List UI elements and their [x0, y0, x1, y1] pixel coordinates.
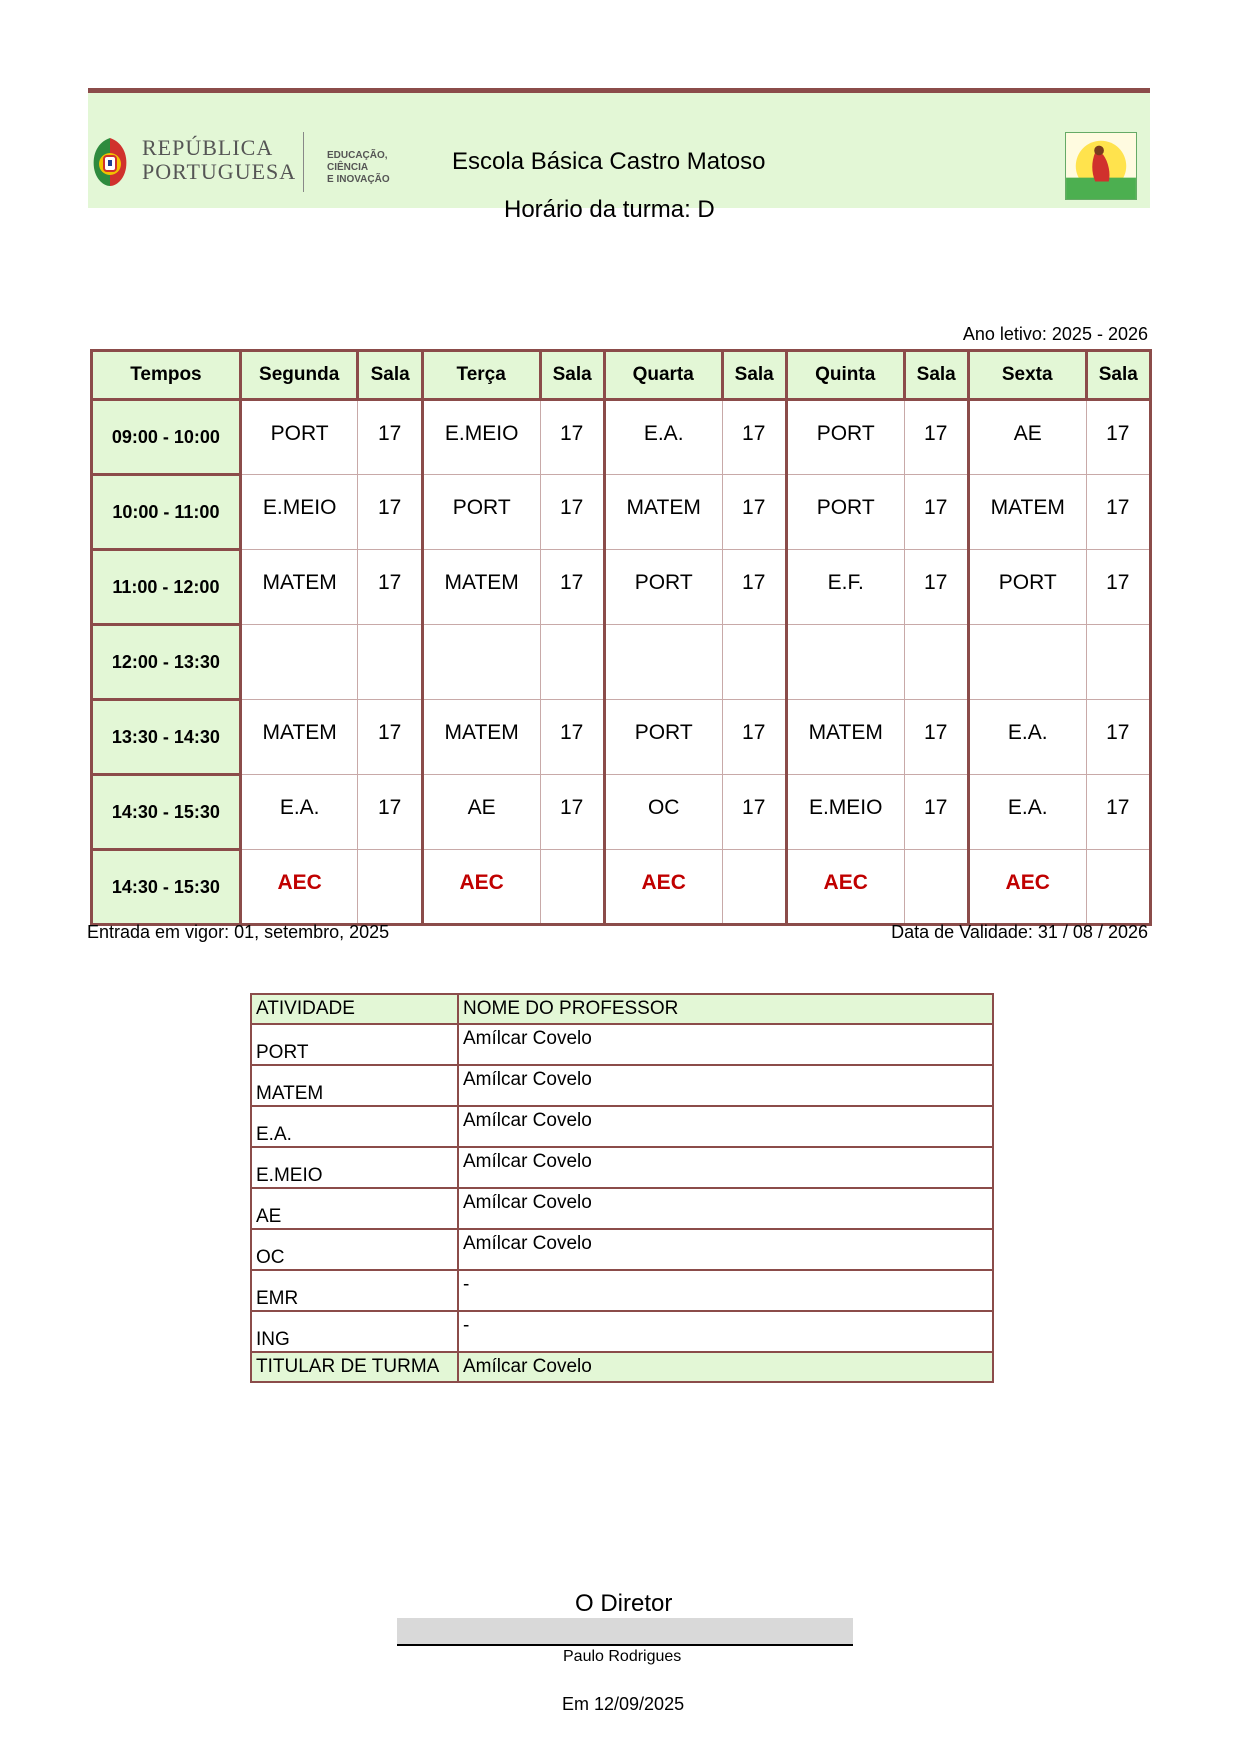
teachers-table — [250, 993, 994, 1383]
col-header-sala: Sala — [722, 351, 786, 400]
room-cell — [1086, 550, 1150, 625]
logo-divider — [303, 132, 304, 192]
room-cell — [722, 475, 786, 550]
subject-label: AE — [1013, 421, 1042, 445]
subject-label: PORT — [452, 496, 511, 519]
room-label: 17 — [924, 496, 948, 519]
room-label: 17 — [377, 796, 402, 819]
subject-label: AE — [467, 796, 496, 819]
subject-cell — [968, 475, 1086, 550]
room-cell — [722, 700, 786, 775]
table-row — [92, 625, 1151, 700]
subject-label: AEC — [1005, 870, 1050, 894]
room-cell — [1086, 850, 1150, 925]
table-row — [251, 1106, 993, 1147]
effective-date: Entrada em vigor: 01, setembro, 2025 — [87, 922, 390, 942]
subject-label: PORT — [270, 421, 329, 445]
teacher-cell: Amílcar Covelo — [458, 1188, 993, 1229]
room-cell — [904, 400, 968, 475]
subject-label: MATEM — [444, 571, 519, 594]
subject-label: AEC — [459, 870, 504, 894]
col-header-sala: Sala — [1086, 351, 1150, 400]
subject-cell — [604, 850, 722, 925]
subject-label: AEC — [823, 870, 868, 894]
schedule-table — [90, 349, 1152, 926]
teachers-header-row — [251, 994, 993, 1024]
table-row — [251, 1024, 993, 1065]
activity-cell: EMR — [251, 1270, 458, 1311]
portuguese-emblem-icon — [90, 136, 130, 188]
time-slot: 09:00 - 10:00 — [92, 400, 241, 475]
subject-cell — [968, 400, 1086, 475]
teacher-cell: Amílcar Covelo — [458, 1065, 993, 1106]
col-header-sala: Sala — [358, 351, 422, 400]
room-label: 17 — [742, 496, 766, 519]
republica-text: REPÚBLICA PORTUGUESA — [142, 135, 297, 184]
teacher-cell: Amílcar Covelo — [458, 1024, 993, 1065]
room-cell — [904, 775, 968, 850]
col-header-sexta: Sexta — [968, 351, 1086, 400]
col-header-professor: NOME DO PROFESSOR — [458, 994, 993, 1024]
subject-label: AEC — [277, 870, 322, 894]
room-label: 17 — [1106, 496, 1130, 519]
room-cell — [1086, 775, 1150, 850]
room-cell — [358, 475, 422, 550]
room-label: 17 — [560, 421, 584, 445]
col-header-segunda: Segunda — [240, 351, 358, 400]
subject-cell — [422, 400, 540, 475]
table-row — [251, 1311, 993, 1352]
time-slot: 14:30 - 15:30 — [92, 850, 241, 925]
col-header-tempos: Tempos — [92, 351, 241, 400]
subject-cell — [422, 550, 540, 625]
table-row — [92, 400, 1151, 475]
room-label: 17 — [742, 421, 766, 445]
teacher-cell: Amílcar Covelo — [458, 1229, 993, 1270]
schedule-header-row — [92, 351, 1151, 400]
col-header-terca: Terça — [422, 351, 540, 400]
table-row — [92, 475, 1151, 550]
signature-line — [397, 1618, 853, 1646]
signature-name: Paulo Rodrigues — [563, 1648, 682, 1665]
titular-teacher: Amílcar Covelo — [458, 1352, 993, 1382]
subject-label: PORT — [634, 571, 693, 594]
subject-label: E.MEIO — [444, 421, 519, 445]
room-label: 17 — [924, 721, 948, 744]
subject-cell — [786, 775, 904, 850]
room-cell — [540, 775, 604, 850]
time-slot: 14:30 - 15:30 — [92, 775, 241, 850]
subject-label: E.MEIO — [262, 496, 337, 519]
subject-cell — [786, 850, 904, 925]
school-logo-icon — [1065, 132, 1137, 200]
room-cell — [540, 550, 604, 625]
activity-cell: AE — [251, 1188, 458, 1229]
table-row — [251, 1188, 993, 1229]
room-label: 17 — [742, 796, 766, 819]
signature-role: O Diretor — [575, 1590, 673, 1617]
room-cell — [540, 625, 604, 700]
col-header-quinta: Quinta — [786, 351, 904, 400]
school-year: Ano letivo: 2025 - 2026 — [962, 324, 1148, 344]
subject-cell — [422, 475, 540, 550]
subject-cell — [604, 475, 722, 550]
subject-label: OC — [647, 796, 680, 819]
titular-label: TITULAR DE TURMA — [251, 1352, 458, 1382]
subject-label: PORT — [998, 571, 1057, 594]
time-slot: 12:00 - 13:30 — [92, 625, 241, 700]
room-cell — [1086, 700, 1150, 775]
teacher-cell: - — [458, 1270, 993, 1311]
subject-cell — [240, 850, 358, 925]
subject-cell — [604, 550, 722, 625]
room-label: 17 — [560, 721, 584, 744]
subject-cell — [422, 775, 540, 850]
col-header-atividade: ATIVIDADE — [251, 994, 458, 1024]
teacher-cell: - — [458, 1311, 993, 1352]
room-cell — [1086, 475, 1150, 550]
subject-label: MATEM — [262, 721, 337, 744]
subject-label: E.A. — [1007, 796, 1048, 819]
subject-label: E.A. — [279, 796, 320, 819]
subject-label: E.F. — [827, 571, 864, 594]
room-label: 17 — [377, 496, 402, 519]
room-cell — [358, 550, 422, 625]
room-cell — [358, 850, 422, 925]
room-label: 17 — [924, 421, 948, 445]
valid-until: Data de Validade: 31 / 08 / 2026 — [891, 922, 1148, 942]
room-label: 17 — [560, 571, 584, 594]
room-label: 17 — [1106, 721, 1130, 744]
titular-row — [251, 1352, 993, 1382]
teacher-cell: Amílcar Covelo — [458, 1106, 993, 1147]
subject-label: MATEM — [990, 496, 1065, 519]
subject-cell — [968, 850, 1086, 925]
ministry-text: EDUCAÇÃO, CIÊNCIA E INOVAÇÃO — [327, 150, 390, 185]
room-label: 17 — [924, 571, 948, 594]
room-cell — [722, 400, 786, 475]
subject-cell — [604, 400, 722, 475]
subject-cell — [240, 400, 358, 475]
table-row — [251, 1229, 993, 1270]
room-cell — [540, 700, 604, 775]
subject-label: E.A. — [1007, 721, 1048, 744]
time-slot: 11:00 - 12:00 — [92, 550, 241, 625]
subject-label: PORT — [634, 721, 693, 744]
subject-cell — [422, 700, 540, 775]
room-cell — [358, 625, 422, 700]
table-row — [251, 1270, 993, 1311]
subject-cell — [422, 625, 540, 700]
room-cell — [540, 850, 604, 925]
activity-cell: MATEM — [251, 1065, 458, 1106]
room-label: 17 — [742, 721, 766, 744]
room-cell — [904, 700, 968, 775]
col-header-sala: Sala — [904, 351, 968, 400]
table-row — [92, 775, 1151, 850]
subject-label: MATEM — [444, 721, 519, 744]
activity-cell: ING — [251, 1311, 458, 1352]
subject-cell — [240, 550, 358, 625]
col-header-quarta: Quarta — [604, 351, 722, 400]
subject-label: PORT — [816, 496, 875, 519]
subject-label: MATEM — [262, 571, 337, 594]
subject-label: MATEM — [626, 496, 701, 519]
subject-cell — [240, 475, 358, 550]
room-cell — [722, 850, 786, 925]
subject-cell — [604, 775, 722, 850]
room-cell — [904, 850, 968, 925]
subject-cell — [968, 550, 1086, 625]
room-label: 17 — [1106, 421, 1130, 445]
table-row — [92, 850, 1151, 925]
time-slot: 13:30 - 14:30 — [92, 700, 241, 775]
subject-label: AEC — [641, 870, 686, 894]
room-cell — [904, 625, 968, 700]
republica-portuguesa-logo — [90, 132, 430, 192]
subject-cell — [240, 625, 358, 700]
subject-cell — [786, 400, 904, 475]
table-row — [92, 700, 1151, 775]
col-header-sala: Sala — [540, 351, 604, 400]
subject-cell — [240, 775, 358, 850]
subject-label: PORT — [816, 421, 875, 445]
room-cell — [1086, 400, 1150, 475]
room-label: 17 — [560, 796, 584, 819]
subject-cell — [240, 700, 358, 775]
room-label: 17 — [377, 571, 402, 594]
room-label: 17 — [742, 571, 766, 594]
school-name: Escola Básica Castro Matoso — [452, 148, 766, 175]
subject-label: MATEM — [808, 721, 883, 744]
subject-cell — [786, 700, 904, 775]
table-row — [251, 1147, 993, 1188]
room-cell — [540, 475, 604, 550]
room-cell — [358, 400, 422, 475]
room-cell — [722, 550, 786, 625]
activity-cell: PORT — [251, 1024, 458, 1065]
subject-cell — [786, 475, 904, 550]
subject-cell — [422, 850, 540, 925]
activity-cell: E.MEIO — [251, 1147, 458, 1188]
activity-cell: OC — [251, 1229, 458, 1270]
subject-cell — [968, 700, 1086, 775]
subject-cell — [968, 775, 1086, 850]
table-row — [251, 1065, 993, 1106]
room-cell — [358, 775, 422, 850]
room-cell — [358, 700, 422, 775]
room-label: 17 — [377, 421, 402, 445]
subject-cell — [968, 625, 1086, 700]
time-slot: 10:00 - 11:00 — [92, 475, 241, 550]
room-label: 17 — [1106, 796, 1130, 819]
room-cell — [1086, 625, 1150, 700]
room-cell — [540, 400, 604, 475]
room-label: 17 — [1106, 571, 1130, 594]
room-label: 17 — [377, 721, 402, 744]
signature-date: Em 12/09/2025 — [562, 1694, 685, 1714]
page-title: Horário da turma: D — [504, 196, 715, 223]
activity-cell: E.A. — [251, 1106, 458, 1147]
room-cell — [722, 775, 786, 850]
subject-label: E.A. — [643, 421, 684, 445]
subject-cell — [604, 625, 722, 700]
subject-cell — [786, 550, 904, 625]
teacher-cell: Amílcar Covelo — [458, 1147, 993, 1188]
room-cell — [722, 625, 786, 700]
room-cell — [904, 550, 968, 625]
subject-cell — [786, 625, 904, 700]
table-row — [92, 550, 1151, 625]
subject-label: E.MEIO — [808, 796, 883, 819]
room-label: 17 — [924, 796, 948, 819]
room-label: 17 — [560, 496, 584, 519]
room-cell — [904, 475, 968, 550]
subject-cell — [604, 700, 722, 775]
